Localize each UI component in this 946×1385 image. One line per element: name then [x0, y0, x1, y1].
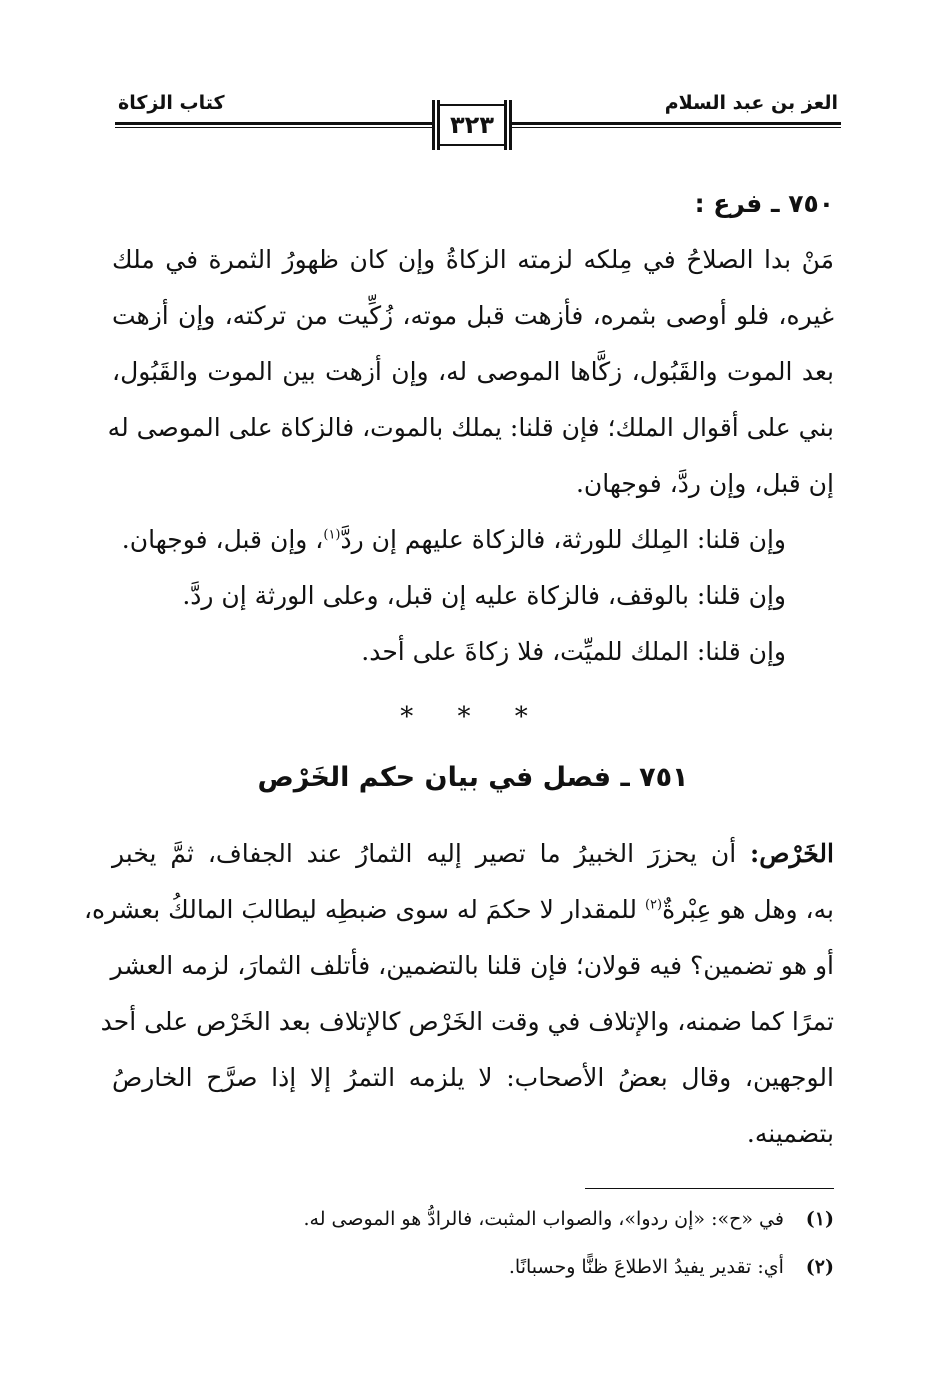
branch-line-5: إن قبل، وإن ردَّ، فوجهان.: [575, 469, 834, 498]
page-number-frame: [432, 100, 512, 150]
section-line-2: به، وهل هو عِبْرةٌ$^{(٢)}$ للمقدار لا حكمَ له سوى ضبطِه ليطالبَ المالكُ بعشره،: [83, 895, 834, 924]
branch-line-2: غيره، فلو أوصى بثمره، فأزهت قبل موته، زُكِّيت من تركته، وإن أزهت: [112, 301, 834, 330]
footnote-1: [112, 1208, 834, 1230]
branch-750: [107, 176, 834, 680]
section-line-4: تمرًا كما ضمنه، والإتلاف في وقت الخَرْص كالإتلاف بعد الخَرْص على أحد: [100, 1007, 834, 1036]
section-line-1: الخَرْص: أن يحزرَ الخبيرُ ما تصير إليه الثمارُ عند الجفاف، ثمَّ يخبر: [112, 839, 834, 868]
footnote-ref-1: (١): [323, 527, 341, 543]
branch-line-4: بني على أقوال الملك؛ فإن قلنا: يملك بالموت، فالزكاة على الموصى له: [107, 413, 834, 442]
branch-line-1: مَنْ بدا الصلاحُ في مِلكه لزمته الزكاةُ وإن كان ظهورُ الثمرة في ملك: [112, 245, 834, 274]
section-751-title: ٧٥١ ـ فصل في بيان حكم الخَرْص: [257, 762, 689, 793]
branch-para-deceased: وإن قلنا: الملك للميِّت، فلا زكاةَ على أحد.: [361, 637, 786, 666]
defined-term: الخَرْص:: [750, 839, 834, 868]
section-line-6: بتضمينه.: [746, 1119, 834, 1148]
branch-para-waqf: وإن قلنا: بالوقف، فالزكاة عليه إن قبل، وعلى الورثة إن ردَّ.: [182, 581, 786, 610]
page-number: ٣٢٣: [450, 111, 494, 139]
footnote-ref-2: (٢): [644, 897, 663, 913]
footnote-rule: [585, 1188, 834, 1189]
section-line-3: أو هو تضمين؟ فيه قولان؛ فإن قلنا بالتضمين، فأتلف الثمارَ، لزمه العشر: [110, 951, 834, 980]
header-rule-left: [115, 122, 434, 125]
section-line-5: الوجهين، وقال بعضُ الأصحاب: لا يلزمه التمرُ إلا إذا صرَّح الخارصُ: [112, 1063, 834, 1092]
section-751-body: [83, 826, 834, 1162]
section-separator: * * *: [400, 702, 546, 732]
header-rule-right: [512, 122, 841, 125]
footnote-text: أي: تقدير يفيدُ الاطلاعَ ظنًّا وحسبانًا.: [508, 1256, 784, 1278]
footnote-text: في «ح»: «إن ردوا»، والصواب المثبت، فالرادُّ هو الموصى له.: [303, 1208, 784, 1230]
branch-heading: ٧٥٠ ـ فرع :: [694, 189, 834, 218]
running-header-section: كتاب الزكاة: [118, 92, 225, 114]
footnote-number: (٢): [805, 1256, 834, 1278]
footnote-number: (١): [805, 1208, 834, 1230]
branch-line-3: بعد الموت والقَبُول، زكَّاها الموصى له، وإن أزهت بين الموت والقَبُول،: [112, 357, 834, 386]
branch-para-heirs: وإن قلنا: المِلك للورثة، فالزكاة عليهم إن ردَّ$^{(١)}$، وإن قبل، فوجهان.: [121, 525, 786, 554]
running-header-author: العز بن عبد السلام: [664, 92, 838, 114]
header-rule-right-thin: [512, 127, 841, 128]
header-rule-left-thin: [115, 127, 434, 128]
footnote-2: [112, 1256, 834, 1278]
